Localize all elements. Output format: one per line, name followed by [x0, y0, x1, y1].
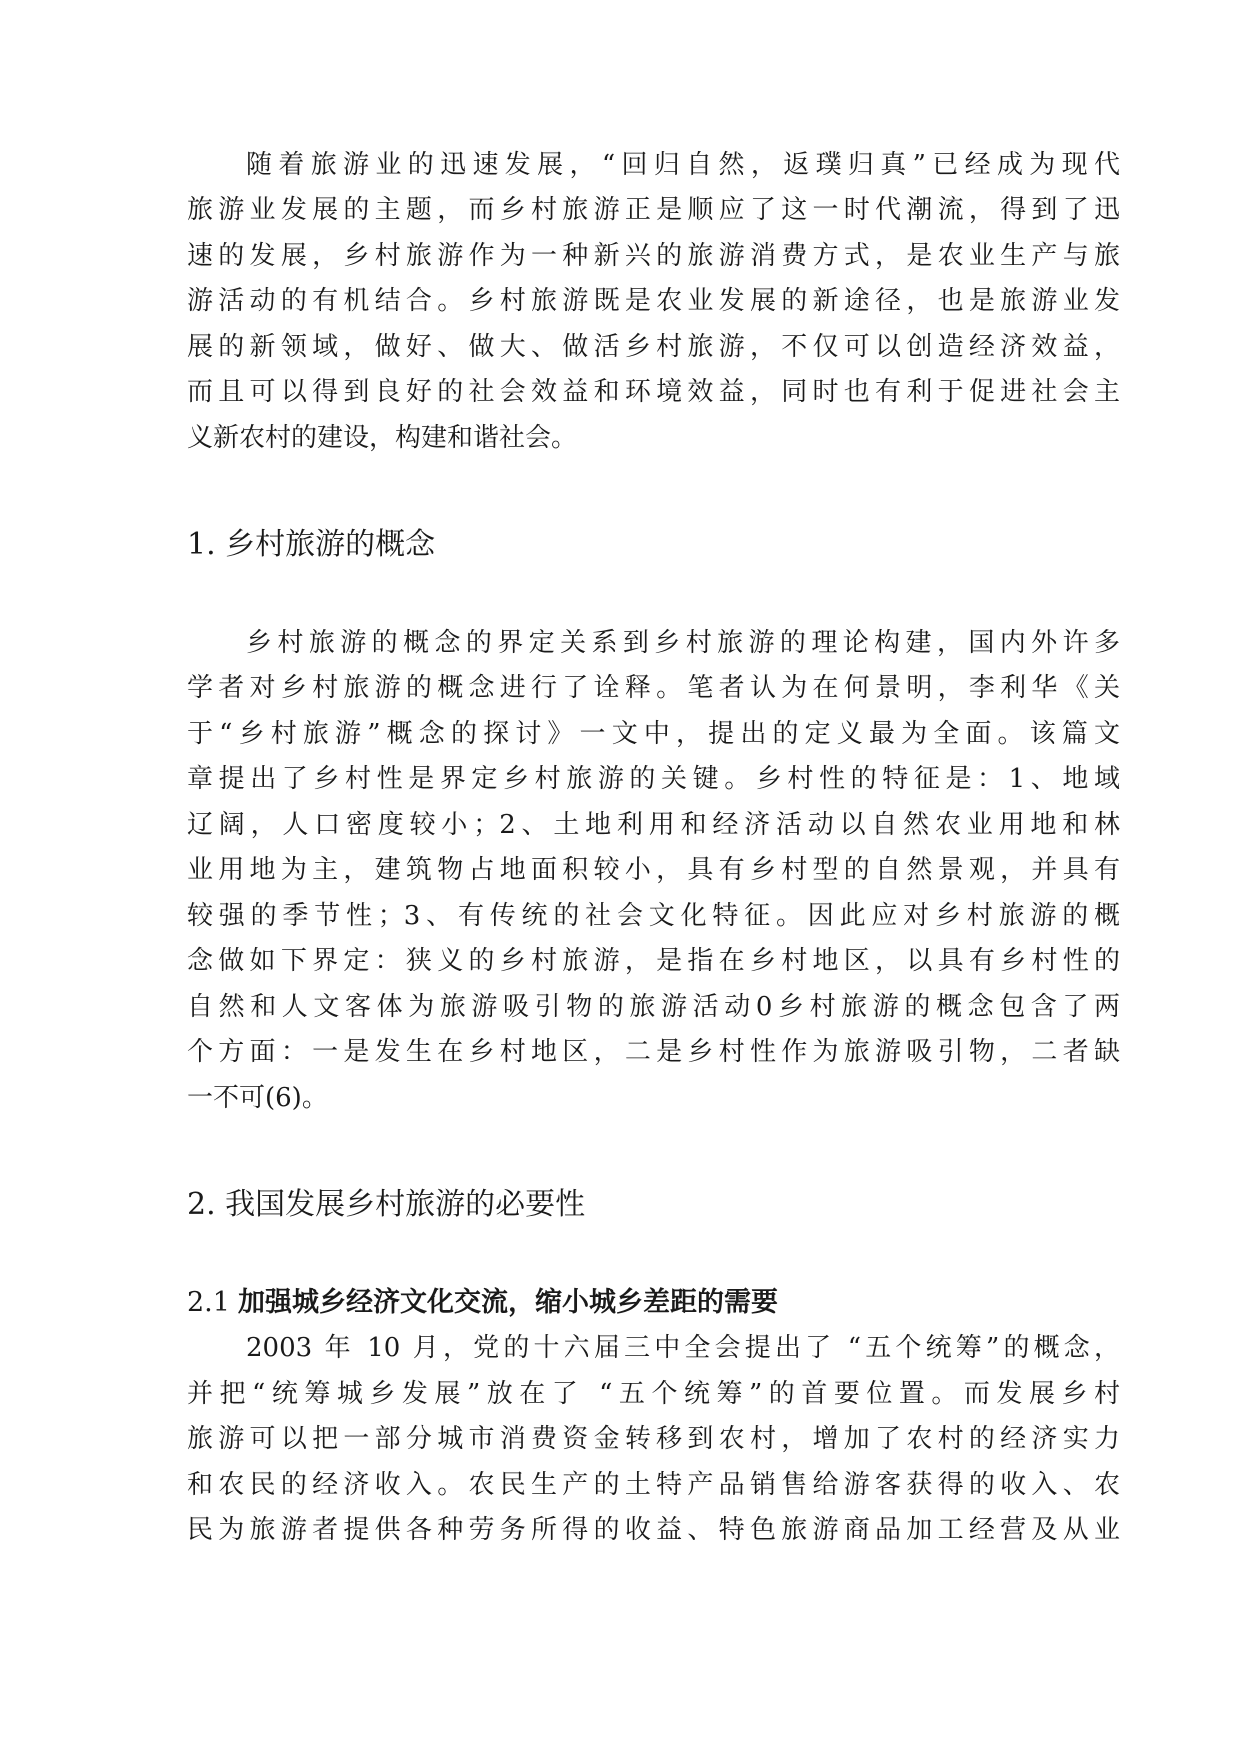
- paragraph-line: 念做如下界定：狭义的乡村旅游，是指在乡村地区，以具有乡村性的: [187, 946, 1120, 976]
- paragraph-line: 并把“统筹城乡发展”放在了 “五个统筹”的首要位置。而发展乡村: [187, 1379, 1120, 1409]
- paragraph-line: 而且可以得到良好的社会效益和环境效益，同时也有利于促进社会主: [187, 377, 1120, 407]
- paragraph-line: 旅游业发展的主题，而乡村旅游正是顺应了这一时代潮流，得到了迅: [187, 195, 1120, 225]
- subsection-heading: [187, 1280, 778, 1326]
- paragraph-line: 章提出了乡村性是界定乡村旅游的关键。乡村性的特征是：1、地域: [187, 764, 1120, 794]
- section-heading: 2. 我国发展乡村旅游的必要性: [187, 1187, 586, 1222]
- paragraph-line: 展的新领域，做好、做大、做活乡村旅游，不仅可以创造经济效益，: [187, 332, 1120, 362]
- paragraph-line: 学者对乡村旅游的概念进行了诠释。笔者认为在何景明，李利华《关: [187, 673, 1120, 703]
- paragraph-line: 2003 年 10 月，党的十六届三中全会提出了 “五个统筹”的概念，: [246, 1333, 1120, 1363]
- paragraph-line: 义新农村的建设，构建和谐社会。: [187, 423, 578, 453]
- paragraph-line: 自然和人文客体为旅游吸引物的旅游活动0乡村旅游的概念包含了两: [187, 992, 1120, 1022]
- paragraph-line: 民为旅游者提供各种劳务所得的收益、特色旅游商品加工经营及从业: [187, 1515, 1120, 1545]
- paragraph-line: 游活动的有机结合。乡村旅游既是农业发展的新途径，也是旅游业发: [187, 286, 1120, 316]
- paragraph-line: 个方面：一是发生在乡村地区，二是乡村性作为旅游吸引物，二者缺: [187, 1037, 1120, 1067]
- paragraph-line: 辽阔，人口密度较小；2、土地利用和经济活动以自然农业用地和林: [187, 810, 1120, 840]
- paragraph-line: 较强的季节性；3、有传统的社会文化特征。因此应对乡村旅游的概: [187, 901, 1120, 931]
- paragraph-line: 于“乡村旅游”概念的探讨》一文中，提出的定义最为全面。该篇文: [187, 719, 1120, 749]
- paragraph-line: 业用地为主，建筑物占地面积较小，具有乡村型的自然景观，并具有: [187, 855, 1120, 885]
- paragraph-line: 随着旅游业的迅速发展，“回归自然，返璞归真”已经成为现代: [246, 150, 1120, 180]
- paragraph-line: 和农民的经济收入。农民生产的土特产品销售给游客获得的收入、农: [187, 1470, 1120, 1500]
- paragraph-line: 速的发展，乡村旅游作为一种新兴的旅游消费方式，是农业生产与旅: [187, 241, 1120, 271]
- subsection-number: 2.1: [187, 1287, 230, 1318]
- subsection-title: 加强城乡经济文化交流，缩小城乡差距的需要: [237, 1287, 778, 1318]
- section-heading: 1. 乡村旅游的概念: [187, 527, 436, 562]
- paragraph-line: 旅游可以把一部分城市消费资金转移到农村，增加了农村的经济实力: [187, 1424, 1120, 1454]
- paragraph-line: 一不可(6)。: [187, 1083, 328, 1113]
- paragraph-line: 乡村旅游的概念的界定关系到乡村旅游的理论构建，国内外许多: [246, 628, 1120, 658]
